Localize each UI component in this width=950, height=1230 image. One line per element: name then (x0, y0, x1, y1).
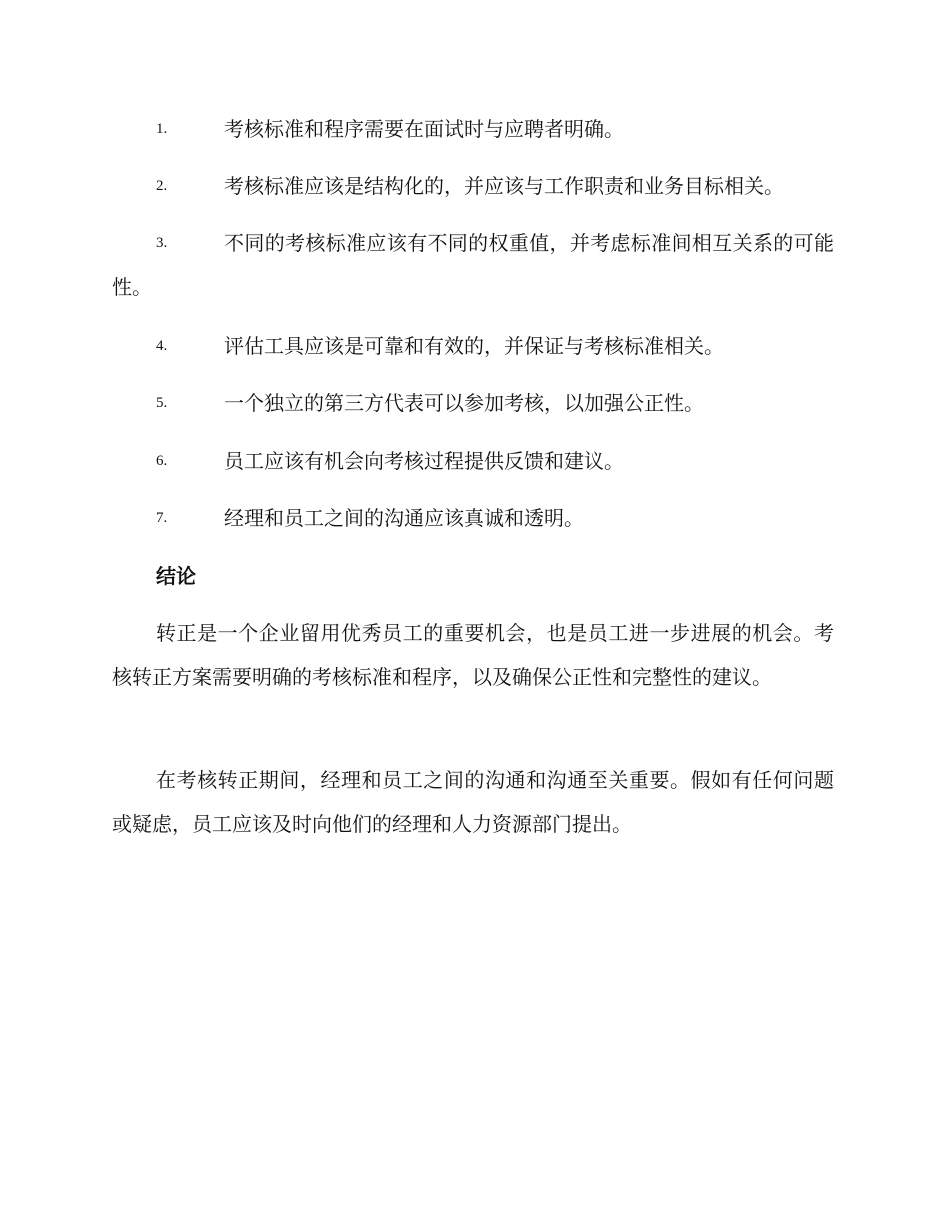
conclusion-paragraph: 转正是一个企业留用优秀员工的重要机会，也是员工进一步进展的机会。考核转正方案需要明确的考核标准和程序，以及确保公正性和完整性的建议。 (112, 621, 834, 689)
list-item (112, 107, 834, 151)
list-text: 员工应该有机会向考核过程提供反馈和建议。 (224, 449, 624, 473)
list-item (112, 221, 834, 309)
list-number: 6. (156, 453, 168, 469)
list-text: 考核标准应该是结构化的，并应该与工作职责和业务目标相关。 (224, 174, 784, 198)
list-number: 4. (156, 338, 168, 354)
list-number: 7. (156, 510, 168, 526)
list-number: 3. (156, 235, 168, 251)
list-item (112, 164, 834, 208)
conclusion-heading: 结论 (156, 564, 196, 588)
list-number: 1. (156, 121, 168, 137)
list-item (112, 496, 834, 540)
list-item (112, 439, 834, 483)
list-item (112, 324, 834, 368)
list-number: 5. (156, 395, 168, 411)
list-text: 经理和员工之间的沟通应该真诚和透明。 (224, 506, 584, 530)
list-text: 评估工具应该是可靠和有效的，并保证与考核标准相关。 (224, 334, 724, 358)
list-number: 2. (156, 178, 168, 194)
list-item (112, 381, 834, 425)
list-text: 一个独立的第三方代表可以参加考核，以加强公正性。 (224, 391, 704, 415)
list-text: 考核标准和程序需要在面试时与应聘者明确。 (224, 117, 624, 141)
conclusion-paragraph: 在考核转正期间，经理和员工之间的沟通和沟通至关重要。假如有任何问题或疑虑，员工应该及时向他们的经理和人力资源部门提出。 (112, 768, 834, 836)
list-text: 不同的考核标准应该有不同的权重值，并考虑标准间相互关系的可能性。 (112, 231, 834, 299)
